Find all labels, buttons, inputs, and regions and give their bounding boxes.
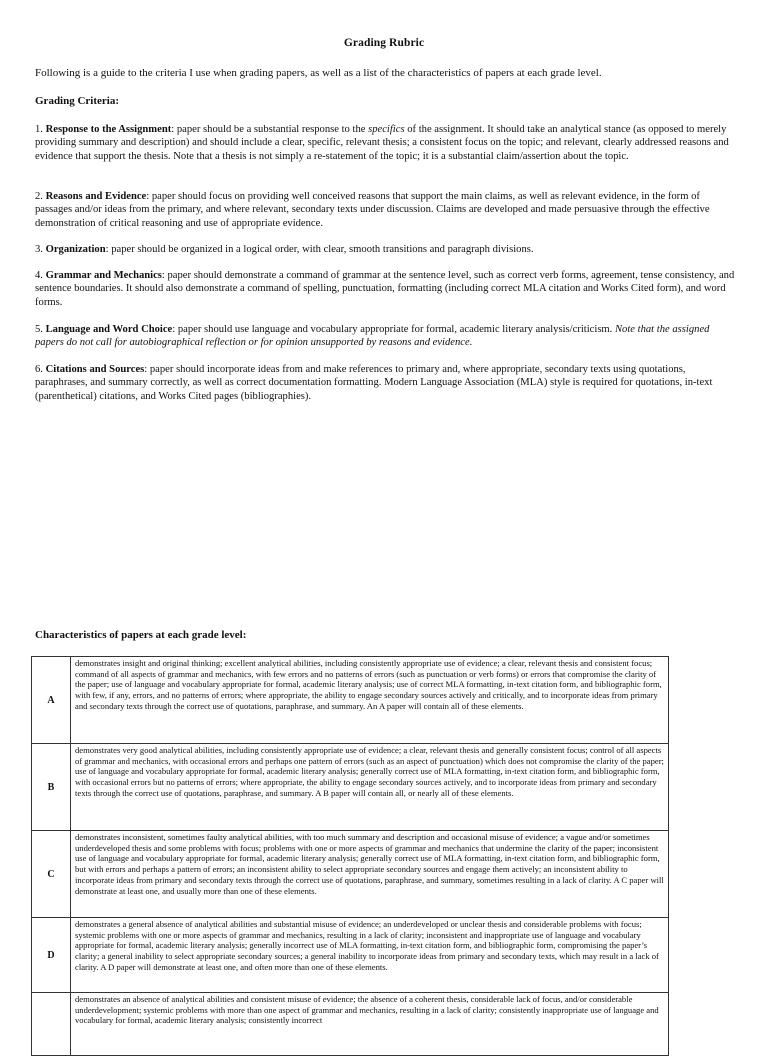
criterion-text: : paper should incorporate ideas from and make references to primary and, where appropriate, secondary texts using quotations, paraphrases, and summary correctly, as well as correct documentation formatting. Modern Language Association (MLA) style is required for quotations, in-text (parenthetical) citations, and Works Cited pages (bibliographies). [35, 364, 713, 402]
criterion-text: : paper should be organized in a logical order, with clear, smooth transitions and paragraph divisions. [105, 244, 534, 255]
criterion-number: 2. [35, 191, 46, 202]
table-row [32, 918, 669, 993]
grade-description: demonstrates inconsistent, sometimes faulty analytical abilities, with too much summary and description and occasional misuse of evidence; a vague and/or sometimes underdeveloped thesis and some problems with focus; problems with one or more aspects of grammar and mechanics that undermine the clarity of the paper; inconsistent use of language and vocabulary appropriate for formal, academic literary analysis; generally correct use of MLA formatting, in-text citation form, and bibliographic form, but with errors and perhaps a pattern of errors; an inconsistent ability to select appropriate secondary sources and engage them actively; an inconsistent ability to incorporate ideas from primary and secondary texts through the correct use of quotations, paraphrase, and summary, sometimes resulting in a lack of clarity. A C paper will demonstrate at least one, and usually more than one of these elements. [71, 831, 669, 918]
grade-characteristics-table [31, 656, 669, 1056]
table-row [32, 744, 669, 831]
criterion-response-to-assignment [35, 123, 735, 163]
criterion-reasons-and-evidence [35, 190, 735, 230]
grade-letter: D [32, 918, 71, 993]
criterion-text: : paper should demonstrate a command of grammar at the sentence level, such as correct verb forms, agreement, tense consistency, and sentence boundaries. It should also demonstrate a command of spelling, punctuation, formatting (including correct MLA citation and Works Cited form), and word forms. [35, 270, 735, 308]
grade-description: demonstrates very good analytical abilities, including consistently appropriate use of evidence; a clear, relevant thesis and generally consistent focus; control of all aspects of grammar and mechanics, with occasional errors and perhaps one pattern of errors (such as an aspect of punctuation) which does not compromise the clarity of the paper; use of language and vocabulary appropriate for formal, academic literary analysis; generally correct use of MLA formatting, in-text citation form, and bibliographic form, with occasional errors but no patterns of errors; where appropriate, the ability to engage secondary sources actively, and to incorporate ideas from primary and secondary texts through the correct use of quotations, paraphrase, and summary. A B paper will contain all, or nearly all of these elements. [71, 744, 669, 831]
grade-description: demonstrates an absence of analytical abilities and consistent misuse of evidence; the absence of a coherent thesis, considerable lack of focus, and/or considerable underdevelopment; systemic problems with more than one aspect of grammar and mechanics, resulting in a lack of clarity; consistently inappropriate use of language and vocabulary for formal, academic literary analysis; consistently incorrect [71, 993, 669, 1056]
criterion-emphasis: Note that the assigned papers do not call for autobiographical reflection or for opinion unsupported by reasons and evidence. [35, 324, 710, 349]
grade-letter [32, 993, 71, 1056]
criterion-organization [35, 243, 735, 256]
criterion-citations-and-sources [35, 363, 735, 403]
criterion-language-and-word-choice [35, 323, 735, 350]
criterion-label: Grammar and Mechanics [45, 270, 162, 281]
criterion-number: 1. [35, 124, 46, 135]
table-row [32, 657, 669, 744]
criterion-label: Response to the Assignment [45, 124, 172, 135]
table-row [32, 831, 669, 918]
criterion-number: 4. [35, 270, 46, 281]
criterion-text: of the assignment. It should take an analytical stance (as opposed to merely providing summary and description) and should include a clear, specific, relevant thesis; a consistent focus on the topic; and relevant, clearly addressed reasons and evidence that support the thesis. Note that a thesis is not simply a re-statement of the topic; it is a substantial claim/assertion about the topic. [35, 124, 729, 162]
intro-paragraph: Following is a guide to the criteria I use when grading papers, as well as a list of the characteristics of papers at each grade level. [35, 67, 602, 79]
characteristics-heading: Characteristics of papers at each grade level: [35, 629, 247, 641]
criterion-text: : paper should use language and vocabulary appropriate for formal, academic literary analysis/criticism. [172, 324, 615, 335]
criterion-label: Language and Word Choice [45, 324, 173, 335]
criterion-text: : paper should be a substantial response to the [171, 124, 369, 135]
page-title: Grading Rubric [343, 37, 425, 49]
criterion-label: Organization [45, 244, 106, 255]
criterion-grammar-and-mechanics [35, 269, 735, 309]
criterion-emphasis: specifics [368, 124, 405, 135]
table-row [32, 993, 669, 1056]
grade-letter: B [32, 744, 71, 831]
criterion-number: 5. [35, 324, 46, 335]
grade-letter: C [32, 831, 71, 918]
grade-letter: A [32, 657, 71, 744]
grade-description: demonstrates a general absence of analytical abilities and substantial misuse of evidence; an underdeveloped or unclear thesis and considerable problems with focus; systemic problems with one or more aspects of grammar and mechanics, resulting in a lack of clarity; inconsistent and inappropriate use of language and vocabulary appropriate for formal, academic literary analysis; generally incorrect use of MLA formatting, in-text citation form, and bibliographic form, compromising the paper’s clarity; a general inability to select appropriate secondary sources; a general inability to incorporate ideas from primary and secondary texts, which may result in a lack of clarity. A D paper will demonstrate at least one, and often more than one of these elements. [71, 918, 669, 993]
grade-description: demonstrates insight and original thinking; excellent analytical abilities, including consistently appropriate use of evidence; a clear, relevant thesis and consistent focus; command of all aspects of grammar and mechanics, with few errors and no patterns of errors (such as punctuation or verb forms) or errors that compromise the clarity of the paper; use of language and vocabulary appropriate for formal, academic literary analysis; use of correct MLA formatting, in-text citation form, and bibliographic form, with few, if any, errors, and no patterns of errors; where appropriate, the ability to engage secondary sources actively and critically, and to incorporate ideas from primary and secondary texts through the correct use of quotations, paraphrase, and summary. An A paper will contain all of these elements. [71, 657, 669, 744]
criterion-label: Citations and Sources [45, 364, 145, 375]
criterion-number: 6. [35, 364, 46, 375]
criterion-text: : paper should focus on providing well conceived reasons that support the main claims, as well as relevant evidence, in the form of passages and/or ideas from the primary, and where relevant, secondary texts under discussion. Claims are developed and made persuasive through the effective demonstration of critical reasoning and use of appropriate evidence. [35, 191, 710, 229]
criterion-label: Reasons and Evidence [45, 191, 147, 202]
criterion-number: 3. [35, 244, 46, 255]
grading-criteria-heading: Grading Criteria: [35, 95, 120, 107]
